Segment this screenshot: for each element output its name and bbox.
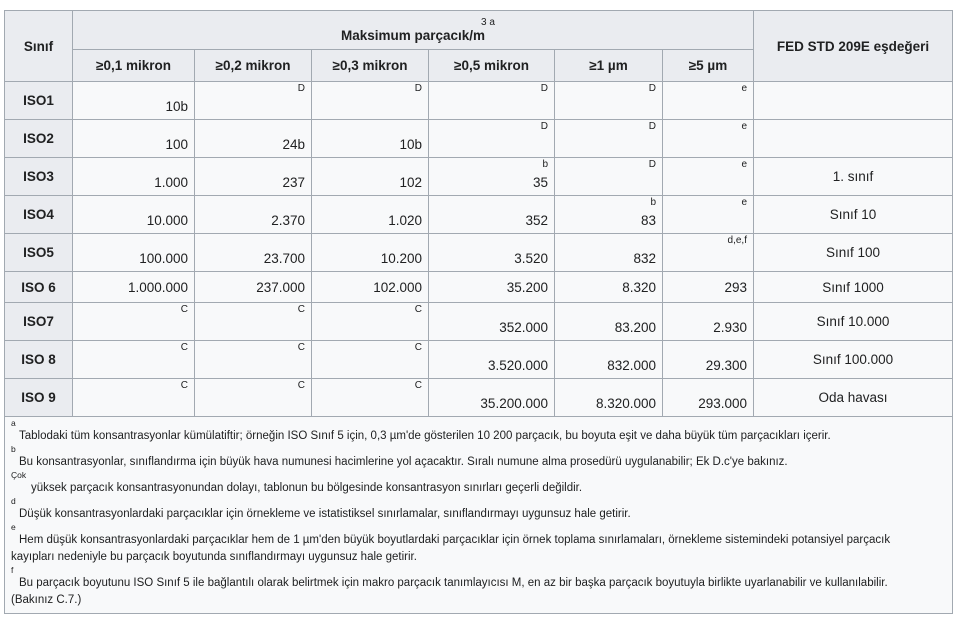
table-cell <box>429 341 555 379</box>
table-cell <box>195 196 312 234</box>
footnote-item <box>11 471 946 497</box>
table-cell <box>663 234 754 272</box>
table-row <box>5 234 953 272</box>
footnote-mark: D <box>648 83 656 94</box>
footnote-item <box>11 497 946 523</box>
row-fed-equivalent: Oda havası <box>754 379 953 417</box>
table-cell <box>429 272 555 303</box>
row-class: ISO7 <box>5 303 73 341</box>
footnote-text: Bu parçacık boyutunu ISO Sınıf 5 ile bağlantılı olarak belirtmek için makro parçacık tanımlayıcısı M, en az bir başka parçacık boyutuyla birlikte uyarlanabilir ve kullanılabilir. <box>19 577 888 589</box>
table-cell <box>73 196 195 234</box>
table-cell <box>429 196 555 234</box>
table-cell <box>555 82 663 120</box>
cell-value: 2.370 <box>271 213 305 228</box>
footnote-mark: C <box>180 304 188 315</box>
table-cell <box>73 341 195 379</box>
header-size-1: ≥0,2 mikron <box>195 50 312 82</box>
cell-value: 352.000 <box>499 320 548 335</box>
row-class: ISO 9 <box>5 379 73 417</box>
footnote-mark: C <box>414 380 422 391</box>
cell-value: 24b <box>282 137 305 152</box>
table-cell <box>195 82 312 120</box>
cell-value: 29.300 <box>705 358 747 373</box>
table-cell <box>429 303 555 341</box>
cell-value: 1.020 <box>388 213 422 228</box>
cell-value: 83.200 <box>614 320 656 335</box>
table-cell <box>555 196 663 234</box>
footnote-text: yüksek parçacık konsantrasyonundan dolayı, tablonun bu bölgesinde konsantrasyon sınırları geçerli değildir. <box>31 482 583 494</box>
footnote-text-continued: (Bakınız C.7.) <box>11 594 82 606</box>
table-cell <box>73 158 195 196</box>
table-cell <box>555 120 663 158</box>
footnote-item <box>11 445 946 471</box>
cell-value: 832.000 <box>607 358 656 373</box>
row-fed-equivalent: Sınıf 1000 <box>754 272 953 303</box>
footnote-mark: C <box>414 304 422 315</box>
footnote-text: Bu konsantrasyonlar, sınıflandırma için büyük hava numunesi hacimlerine yol açacaktır. Sıralı numune alma prosedürü uygulanabilir; Ek D.c'ye bakınız. <box>19 456 788 468</box>
table-cell <box>73 379 195 417</box>
table-cell <box>195 272 312 303</box>
row-fed-equivalent: Sınıf 10.000 <box>754 303 953 341</box>
cell-value: 1.000.000 <box>127 279 188 295</box>
table-cell <box>195 379 312 417</box>
table-cell <box>195 303 312 341</box>
table-row <box>5 82 953 120</box>
footnote-mark: C <box>180 342 188 353</box>
footnote-mark: e <box>741 121 747 132</box>
table-cell <box>429 379 555 417</box>
footnote-letter: b <box>11 444 16 454</box>
footnote-letter: a <box>11 418 16 428</box>
table-cell <box>73 82 195 120</box>
table-row <box>5 379 953 417</box>
table-cell <box>429 120 555 158</box>
table-cell <box>429 234 555 272</box>
cell-value: 237.000 <box>256 279 305 295</box>
footnote-mark: b <box>542 159 548 170</box>
table-cell <box>555 303 663 341</box>
row-fed-equivalent: Sınıf 100 <box>754 234 953 272</box>
cell-value: 8.320.000 <box>595 396 656 411</box>
table-cell <box>663 303 754 341</box>
cell-value: 100.000 <box>139 251 188 266</box>
cell-value: 35.200.000 <box>480 396 548 411</box>
header-fed-std: FED STD 209E eşdeğeri <box>754 11 953 82</box>
cell-value: 293.000 <box>698 396 747 411</box>
footnote-mark: C <box>297 380 305 391</box>
footnote-mark: C <box>297 304 305 315</box>
cell-value: 2.930 <box>713 320 747 335</box>
header-class: Sınıf <box>5 11 73 82</box>
footnote-mark: e <box>741 197 747 208</box>
table-cell <box>663 158 754 196</box>
footnote-text: Hem düşük konsantrasyonlardaki parçacıklar hem de 1 µm'den büyük boyutlardaki parçacıklar için örnek toplama sınırlamaları, örnekleme sistemindeki potansiyel parçacık <box>19 534 891 546</box>
row-class: ISO2 <box>5 120 73 158</box>
footnote-mark: d,e,f <box>727 235 747 246</box>
cell-value: 8.320 <box>622 279 656 295</box>
cell-value: 3.520.000 <box>487 358 548 373</box>
header-size-3: ≥0,5 mikron <box>429 50 555 82</box>
cell-value: 35 <box>532 175 548 190</box>
header-max-label: Maksimum parçacık/m <box>340 28 486 43</box>
row-class: ISO3 <box>5 158 73 196</box>
footnote-mark: e <box>741 83 747 94</box>
footnote-text-continued: kayıpları nedeniyle bu parçacık boyutunda sınıflandırmayı uygunsuz hale getirir. <box>11 551 417 563</box>
table-cell <box>312 379 429 417</box>
footnote-letter: e <box>11 522 16 532</box>
footnote-mark: D <box>648 121 656 132</box>
row-fed-equivalent: 1. sınıf <box>754 158 953 196</box>
footnote-letter: d <box>11 496 16 506</box>
table-cell <box>312 303 429 341</box>
cell-value: 237 <box>282 175 305 190</box>
cell-value: 352 <box>525 213 548 228</box>
footnote-mark: D <box>297 83 305 94</box>
footnote-mark: D <box>648 159 656 170</box>
cell-value: 293 <box>724 279 747 295</box>
table-cell <box>195 158 312 196</box>
table-cell <box>312 234 429 272</box>
row-class: ISO1 <box>5 82 73 120</box>
table-cell <box>312 82 429 120</box>
table-cell <box>663 196 754 234</box>
footnote-mark: C <box>414 342 422 353</box>
table-cell <box>312 272 429 303</box>
row-class: ISO 8 <box>5 341 73 379</box>
table-row <box>5 196 953 234</box>
row-fed-equivalent: Sınıf 10 <box>754 196 953 234</box>
cell-value: 83 <box>640 213 656 228</box>
table-row <box>5 158 953 196</box>
table-cell <box>663 82 754 120</box>
table-row <box>5 120 953 158</box>
table-row <box>5 303 953 341</box>
table-cell <box>429 158 555 196</box>
row-class: ISO 6 <box>5 272 73 303</box>
table-cell <box>663 379 754 417</box>
table-cell <box>555 158 663 196</box>
footnote-item <box>11 523 946 566</box>
table-cell <box>555 379 663 417</box>
table-cell <box>73 234 195 272</box>
footnote-text: Tablodaki tüm konsantrasyonlar kümülatiftir; örneğin ISO Sınıf 5 için, 0,3 µm'de gösterilen 10 200 parçacık, bu boyuta eşit ve daha büyük tüm parçacıkları içerir. <box>19 430 831 442</box>
table-cell <box>663 272 754 303</box>
footnotes <box>5 417 953 614</box>
header-size-5: ≥5 µm <box>663 50 754 82</box>
table-cell <box>312 158 429 196</box>
cell-value: 23.700 <box>263 251 305 266</box>
table-cell <box>429 82 555 120</box>
cell-value: 10b <box>165 99 188 114</box>
cell-value: 10.000 <box>146 213 188 228</box>
footnote-letter: f <box>11 565 14 575</box>
table-cell <box>195 234 312 272</box>
footnote-mark: D <box>540 121 548 132</box>
cell-value: 832 <box>633 251 656 266</box>
table-cell <box>312 196 429 234</box>
footnote-mark: D <box>540 83 548 94</box>
footnote-letter: Çok <box>11 470 27 480</box>
table-cell <box>312 120 429 158</box>
cell-value: 1.000 <box>154 175 188 190</box>
table-row <box>5 341 953 379</box>
header-max-particles <box>73 11 754 50</box>
table-cell <box>555 272 663 303</box>
table-cell <box>195 341 312 379</box>
row-class: ISO5 <box>5 234 73 272</box>
table-cell <box>195 120 312 158</box>
cell-value: 102.000 <box>373 279 422 295</box>
cell-value: 35.200 <box>506 279 548 295</box>
cell-value: 10.200 <box>380 251 422 266</box>
header-size-4: ≥1 µm <box>555 50 663 82</box>
iso-class-table <box>4 10 953 614</box>
table-cell <box>73 120 195 158</box>
table-cell <box>73 303 195 341</box>
footnote-item <box>11 419 946 445</box>
cell-value: 100 <box>165 137 188 152</box>
table-cell <box>73 272 195 303</box>
header-max-sup: 3 a <box>481 17 495 28</box>
header-size-2: ≥0,3 mikron <box>312 50 429 82</box>
row-fed-equivalent <box>754 82 953 120</box>
table-cell <box>663 341 754 379</box>
row-class: ISO4 <box>5 196 73 234</box>
footnote-text: Düşük konsantrasyonlardaki parçacıklar için örnekleme ve istatistiksel sınırlamalar, sınıflandırmayı uygunsuz hale getirir. <box>19 508 631 520</box>
table-cell <box>312 341 429 379</box>
table-cell <box>555 234 663 272</box>
cell-value: 3.520 <box>514 251 548 266</box>
footnote-mark: D <box>414 83 422 94</box>
cell-value: 102 <box>399 175 422 190</box>
cleanroom-table-container <box>4 10 952 614</box>
row-fed-equivalent: Sınıf 100.000 <box>754 341 953 379</box>
cell-value: 10b <box>399 137 422 152</box>
footnote-item <box>11 566 946 609</box>
table-cell <box>663 120 754 158</box>
footnote-mark: C <box>180 380 188 391</box>
footnote-mark: C <box>297 342 305 353</box>
footnote-mark: e <box>741 159 747 170</box>
header-size-0: ≥0,1 mikron <box>73 50 195 82</box>
footnote-mark: b <box>650 197 656 208</box>
row-fed-equivalent <box>754 120 953 158</box>
table-row <box>5 272 953 303</box>
table-cell <box>555 341 663 379</box>
